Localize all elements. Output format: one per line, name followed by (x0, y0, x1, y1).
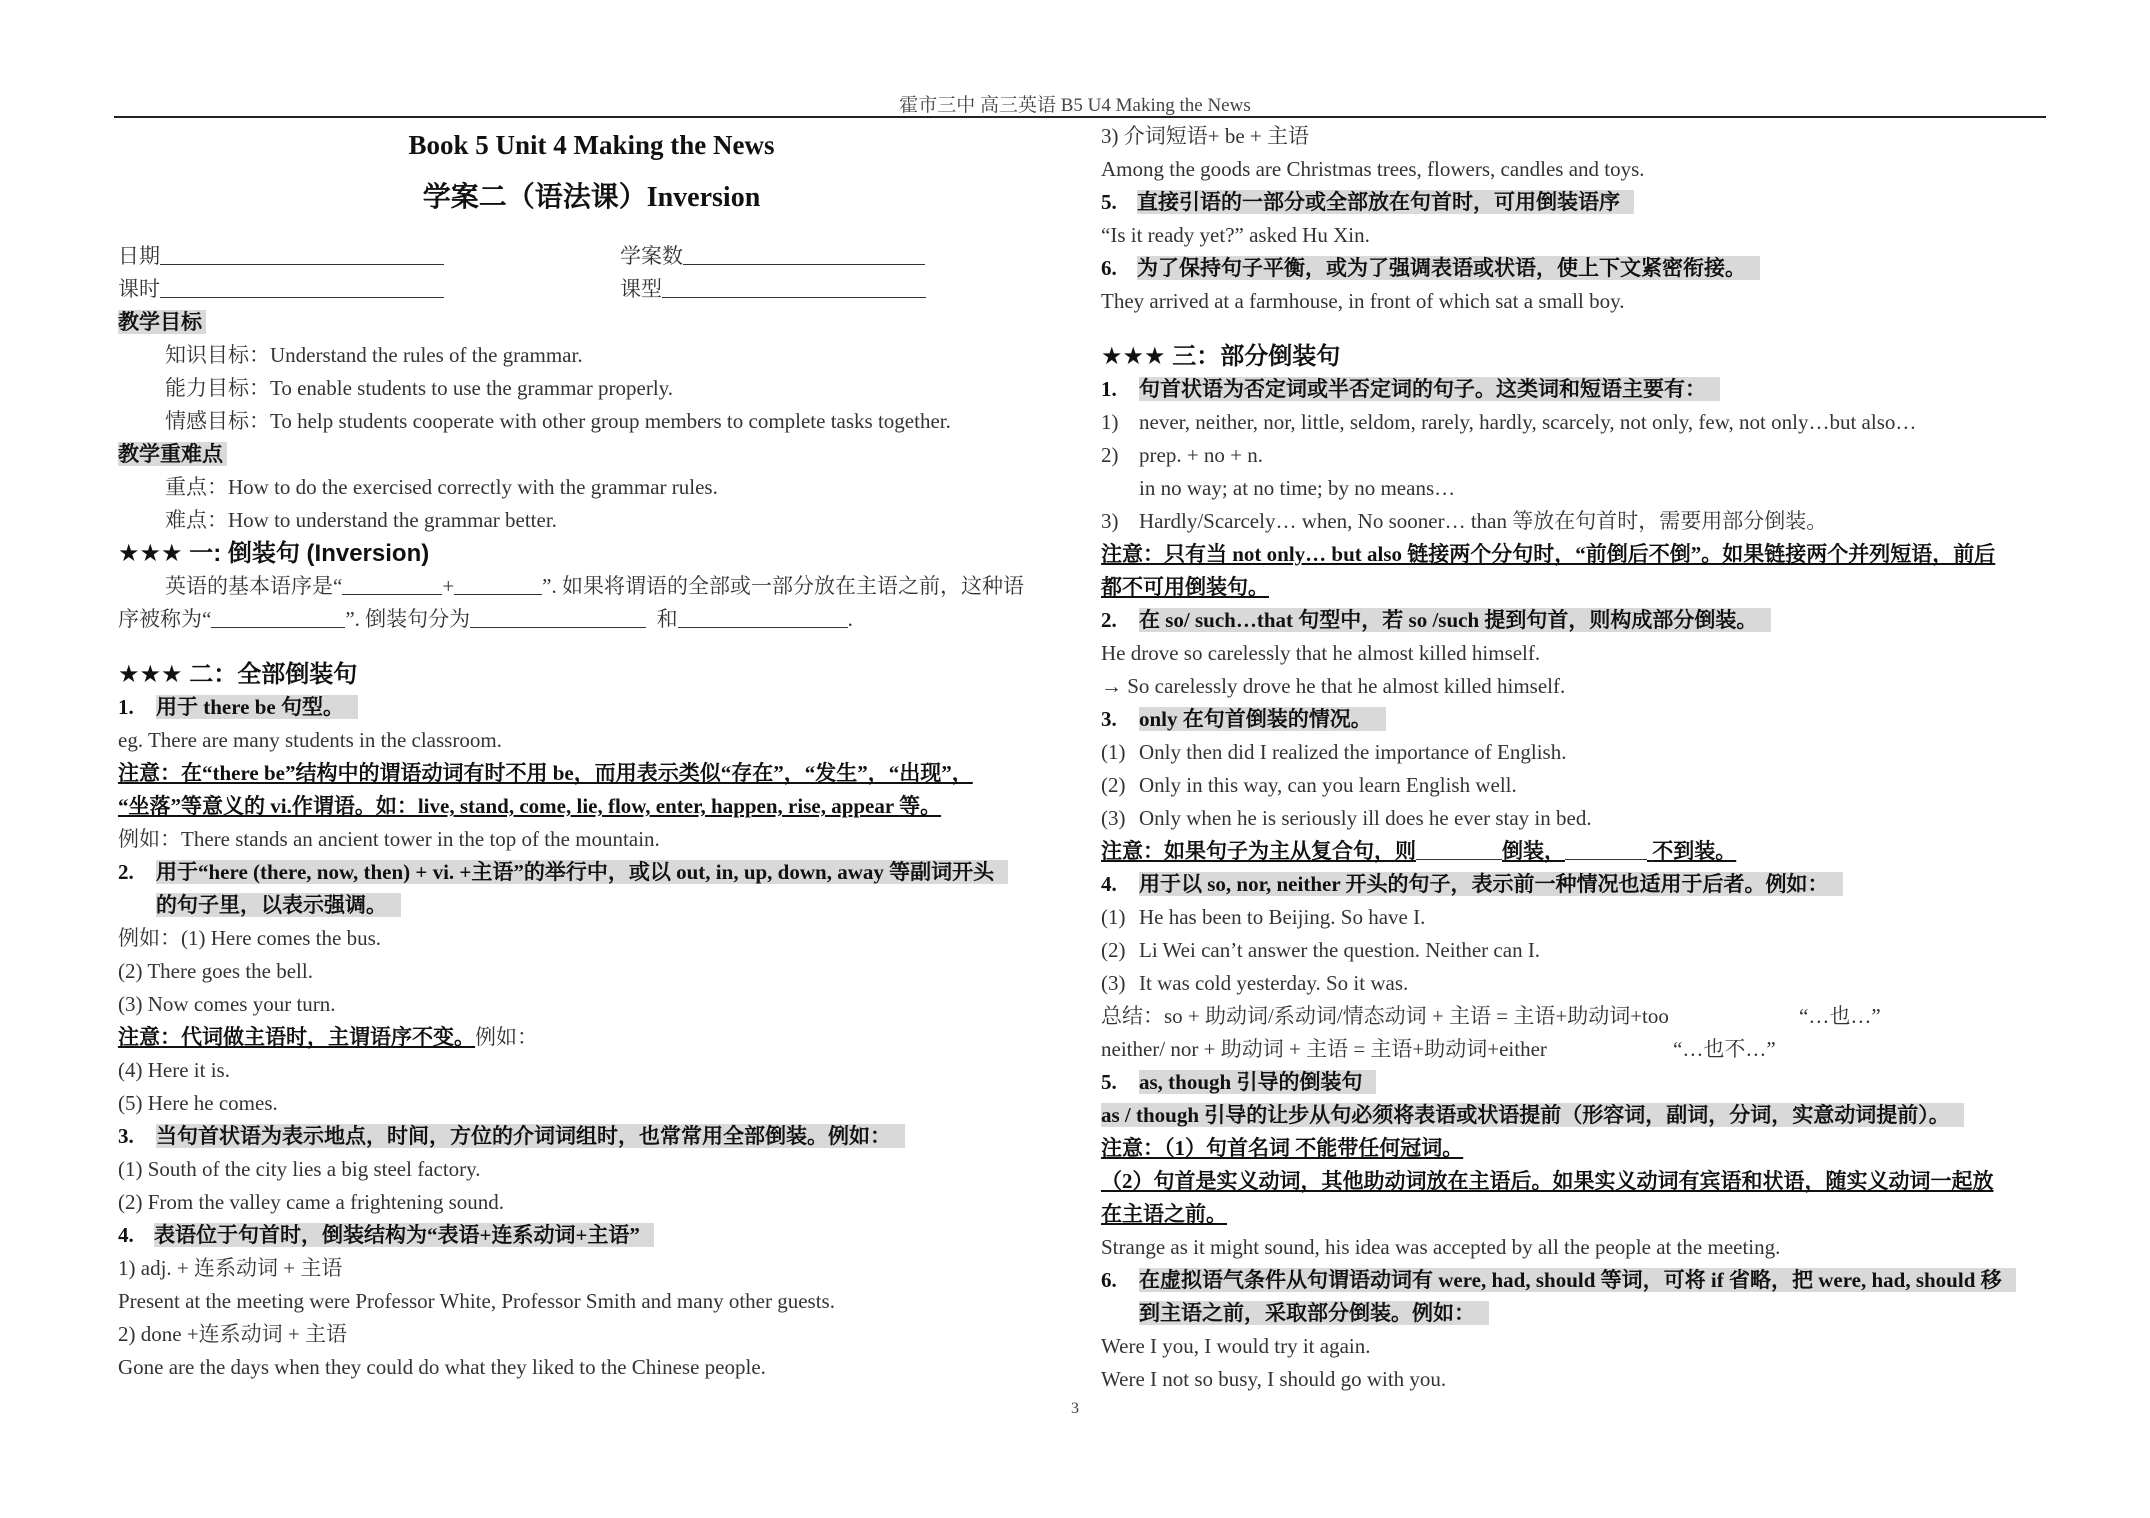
partial-rule-6-example: Were I you, I would try it again. (1101, 1334, 1371, 1358)
partial-rule-4-example: (2) Li Wei can’t answer the question. Neither can I. (1101, 938, 1541, 962)
partial-note-1-line1: 注意：只有当 not only… but also 链接两个分句时，“前倒后不倒”。如果链接两个并列短语，前后 (1101, 542, 1996, 566)
rule-4-item: Present at the meeting were Professor White, Professor Smith and many other guests. (118, 1289, 835, 1313)
date-blank[interactable] (160, 242, 444, 265)
rule-1-example: eg. There are many students in the classroom. (118, 728, 502, 752)
rule-4-example: Among the goods are Christmas trees, flowers, candles and toys. (1101, 157, 1645, 181)
partial-rule-5-desc: as / though 引导的让步从句必须将表语或状语提前（形容词，副词，分词，实意动词提前）。 (1101, 1099, 2047, 1132)
partial-rule-6-line2: 到主语之前，采取部分倒装。例如： (1101, 1297, 2047, 1330)
left-column (118, 120, 1065, 1384)
page-number: 3 (1071, 1400, 1079, 1417)
partial-rule-1-item: 1) never, neither, nor, little, seldom, rarely, hardly, scarcely, not only, few, not only…but also… (1101, 410, 1917, 434)
date-field[interactable] (118, 240, 620, 273)
header-rule (114, 116, 2046, 118)
rule-3-example: (2) From the valley came a frightening sound. (118, 1190, 505, 1214)
partial-rule-2-example: He drove so carelessly that he almost killed himself. (1101, 641, 1541, 665)
difficult-point: 难点：How to understand the grammar better. (165, 508, 557, 532)
period-label: 课时 (118, 277, 160, 301)
partial-note-3: 注意：如果句子为主从复合句，则 倒装， 不到装。 (1101, 839, 1737, 863)
section3-heading (1101, 340, 2047, 373)
rule-5: 5. 直接引语的一部分或全部放在句首时，可用倒装语序 (1101, 186, 2047, 219)
note-1-example: 例如：There stands an ancient tower in the top of the mountain. (118, 827, 660, 851)
section2-title: 二：全部倒装句 (189, 661, 358, 688)
knowledge-objective: 知识目标：Understand the rules of the grammar. (165, 343, 583, 367)
count-field[interactable] (620, 240, 925, 273)
note-2-example: (5) Here he comes. (118, 1091, 278, 1115)
rule-4-item: 3) 介词短语+ be + 主语 (1101, 124, 1309, 148)
partial-rule-2: 2. 在 so/ such…that 句型中，若 so /such 提到句首，则构成部分倒装。 (1101, 604, 2047, 637)
type-label: 课型 (620, 277, 662, 301)
partial-rule-1-extra: in no way; at no time; by no means… (1139, 476, 1456, 500)
partial-rule-4: 4. 用于以 so, nor, neither 开头的句子，表示前一种情况也适用于后者。例如： (1101, 868, 2047, 901)
focus-heading: 教学重难点 (118, 442, 227, 466)
partial-rule-3: 3. only 在句首倒装的情况。 (1101, 703, 2047, 736)
rule-2-line1: 2. 用于“here (there, now, then) + vi. +主语”的举行中，或以 out, in, up, down, away 等副词开头 (118, 856, 1065, 889)
objectives-heading: 教学目标 (118, 310, 206, 334)
type-field[interactable] (620, 273, 926, 306)
summary-line-1: 总结：so + 助动词/系动词/情态动词 + 主语 = 主语+助动词+too “…也…” (1101, 1004, 1881, 1028)
right-column (1101, 120, 2047, 1396)
key-point: 重点：How to do the exercised correctly with the grammar rules. (165, 475, 718, 499)
partial-note-5-line1: 注意：（1）句首名词 不能带任何冠词。 (1101, 1136, 1464, 1160)
date-field-row (118, 240, 1065, 273)
count-blank[interactable] (683, 242, 925, 265)
rule-6-example: They arrived at a farmhouse, in front of which sat a small boy. (1101, 289, 1625, 313)
section1-heading (118, 537, 1065, 570)
section1-stars: ★★★ (118, 539, 183, 567)
period-blank[interactable] (160, 275, 444, 298)
ability-objective: 能力目标：To enable students to use the grammar properly. (165, 376, 674, 400)
blank-1[interactable] (342, 572, 442, 595)
note-1-line2: “坐落”等意义的 vi.作谓语。如：live, stand, come, lie, flow, enter, happen, rise, appear 等。 (118, 794, 942, 818)
summary-line-2: neither/ nor + 助动词 + 主语 = 主语+助动词+either “…也不…” (1101, 1037, 1776, 1061)
partial-rule-6-example: Were I not so busy, I should go with you. (1101, 1367, 1447, 1391)
rule-2-example: 例如：(1) Here comes the bus. (118, 926, 382, 950)
section2-heading (118, 658, 1065, 691)
rule-4-item: 2) done +连系动词 + 主语 (118, 1322, 347, 1346)
partial-note-1-line2: 都不可用倒装句。 (1101, 575, 1269, 599)
section1-para-line1: 英语的基本语序是“ + ”. 如果将谓语的全部或一部分放在主语之前，这种语 (165, 574, 1024, 598)
period-field-row (118, 273, 1065, 306)
partial-rule-1-item: 3) Hardly/Scarcely… when, No sooner… than 等放在句首时，需要用部分倒装。 (1101, 509, 1828, 533)
partial-rule-1: 1. 句首状语为否定词或半否定词的句子。这类词和短语主要有： (1101, 373, 2047, 406)
blank-4[interactable] (470, 605, 646, 628)
period-field[interactable] (118, 273, 620, 306)
partial-note-5-line3: 在主语之前。 (1101, 1202, 1227, 1226)
rule-2-example: (2) There goes the bell. (118, 959, 313, 983)
note-2: 注意：代词做主语时，主谓语序不变。例如： (118, 1025, 538, 1049)
emotion-objective: 情感目标：To help students cooperate with other group members to complete tasks together. (165, 409, 951, 433)
partial-rule-3-example: (1) Only then did I realized the importance of English. (1101, 740, 1567, 764)
partial-rule-2-example: → So carelessly drove he that he almost killed himself. (1101, 674, 1566, 698)
rule-6: 6. 为了保持句子平衡，或为了强调表语或状语，使上下文紧密衔接。 (1101, 252, 2047, 285)
partial-rule-5-example: Strange as it might sound, his idea was accepted by all the people at the meeting. (1101, 1235, 1781, 1259)
rule-2-example: (3) Now comes your turn. (118, 992, 336, 1016)
partial-rule-4-example: (3) It was cold yesterday. So it was. (1101, 971, 1409, 995)
rule-3: 3. 当句首状语为表示地点，时间，方位的介词词组时，也常常用全部倒装。例如： (118, 1120, 1065, 1153)
section2-stars: ★★★ (118, 660, 183, 688)
blank-2[interactable] (454, 572, 542, 595)
blank-5[interactable] (678, 605, 848, 628)
rule-4-item: Gone are the days when they could do what they liked to the Chinese people. (118, 1355, 766, 1379)
document-title: Book 5 Unit 4 Making the News (408, 130, 775, 160)
partial-rule-5: 5. as, though 引导的倒装句 (1101, 1066, 2047, 1099)
section1-title: 一: 倒装句 (Inversion) (189, 540, 430, 567)
section3-stars: ★★★ (1101, 342, 1166, 370)
note-1-line1: 注意：在“there be”结构中的谓语动词有时不用 be，而用表示类似“存在”，“发生”，“出现”， (118, 761, 973, 785)
type-blank[interactable] (662, 275, 926, 298)
blank-3[interactable] (211, 605, 345, 628)
partial-rule-3-example: (2) Only in this way, can you learn English well. (1101, 773, 1517, 797)
partial-rule-1-item: 2) prep. + no + n. (1101, 443, 1264, 467)
partial-rule-4-example: (1) He has been to Beijing. So have I. (1101, 905, 1426, 929)
rule-1: 1. 用于 there be 句型。 (118, 691, 1065, 724)
blank-6[interactable] (1416, 837, 1502, 860)
rule-4-item: 1) adj. + 连系动词 + 主语 (118, 1256, 343, 1280)
count-label: 学案数 (620, 244, 683, 268)
document-subtitle: 学案二（语法课）Inversion (422, 182, 761, 213)
section1-para-line2: 序被称为“ ”. 倒装句分为 和 . (118, 607, 853, 631)
rule-3-example: (1) South of the city lies a big steel factory. (118, 1157, 481, 1181)
rule-2-line2: 的句子里，以表示强调。 (118, 889, 1065, 922)
partial-rule-6-line1: 6. 在虚拟语气条件从句谓语动词有 were, had, should 等词，可将 if 省略，把 were, had, should 移 (1101, 1264, 2047, 1297)
note-2-example: (4) Here it is. (118, 1058, 230, 1082)
rule-5-example: “Is it ready yet?” asked Hu Xin. (1101, 223, 1370, 247)
rule-4: 4. 表语位于句首时，倒装结构为“表语+连系动词+主语” (118, 1219, 1065, 1252)
partial-note-5-line2: （2）句首是实义动词，其他助动词放在主语后。如果实义动词有宾语和状语，随实义动词一起放 (1101, 1169, 1994, 1193)
running-header: 霍市三中 高三英语 B5 U4 Making the News (899, 95, 1251, 116)
blank-7[interactable] (1565, 837, 1647, 860)
partial-rule-3-example: (3) Only when he is seriously ill does he ever stay in bed. (1101, 806, 1592, 830)
date-label: 日期 (118, 244, 160, 268)
section3-title: 三：部分倒装句 (1172, 343, 1341, 370)
